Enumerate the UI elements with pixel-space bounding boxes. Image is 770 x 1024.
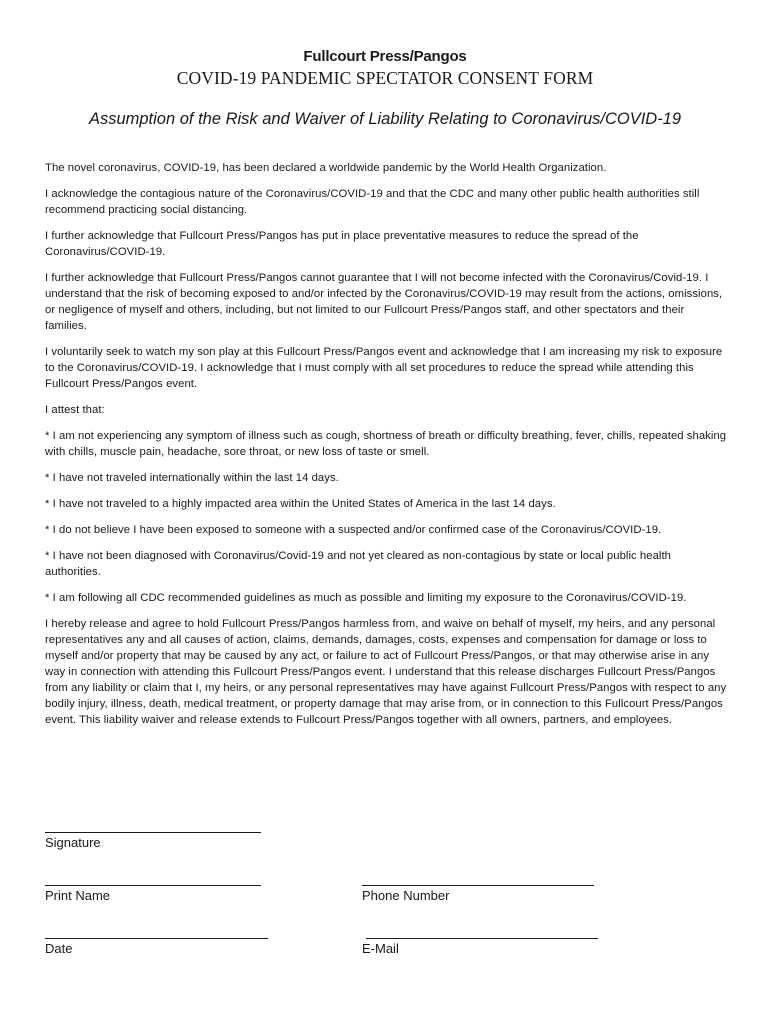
attestation-no-domestic-travel: * I have not traveled to a highly impacted area within the United States of America in the last 14 days.: [45, 498, 556, 510]
paragraph-no-guarantee: I further acknowledge that Fullcourt Press/Pangos cannot guarantee that I will not become infected with the Coronavirus/Covid-19. I understand that the risk of becoming exposed to and/or infected by the Coronavirus/COVID-19 may result from the actions, omissions, or negligence of myself and others, including, but not limited to our Fullcourt Press/Pangos staff, and other spectators and their families.: [45, 272, 723, 332]
form-title: COVID-19 PANDEMIC SPECTATOR CONSENT FORM: [176, 68, 594, 88]
paragraph-contagious-acknowledgement: I acknowledge the contagious nature of the Coronavirus/COVID-19 and that the CDC and many other public health authorities still recommend practicing social distancing.: [45, 188, 700, 216]
form-body: [45, 160, 727, 738]
date-label: Date: [45, 941, 73, 956]
date-line[interactable]: [45, 938, 268, 939]
paragraph-voluntary-risk: I voluntarily seek to watch my son play at this Fullcourt Press/Pangos event and acknowledge that I am increasing my risk to exposure to the Coronavirus/COVID-19. I acknowledge that I must comply with all set procedures to reduce the spread while attending this Fullcourt Press/Pangos event.: [45, 346, 723, 390]
phone-number-line[interactable]: [362, 885, 594, 886]
paragraph-release-of-liability: I hereby release and agree to hold Fullcourt Press/Pangos harmless from, and waive on behalf of myself, my heirs, and any personal representatives any and all causes of action, claims, demands, damages, costs, expenses and compensation for damage or loss to myself and/or property that may be caused by any act, or failure to act of Fullcourt Press/Pangos, or that may otherwise arise in any way in connection with attending this Fullcourt Press/Pangos event. I understand that this release discharges Fullcourt Press/Pangos from any liability or claim that I, my heirs, or any personal representatives may have against Fullcourt Press/Pangos with respect to any bodily injury, illness, death, medical treatment, or property damage that may arise from, or in connection to this Fullcourt Press/Pangos event. This liability waiver and release extends to Fullcourt Press/Pangos together with all owners, partners, and employees.: [45, 618, 727, 726]
print-name-line[interactable]: [45, 885, 261, 886]
attestation-no-international-travel: * I have not traveled internationally within the last 14 days.: [45, 472, 339, 484]
attestation-no-exposure: * I do not believe I have been exposed to someone with a suspected and/or confirmed case of the Coronavirus/COVID-19.: [45, 524, 662, 536]
form-subtitle: Assumption of the Risk and Waiver of Liability Relating to Coronavirus/COVID-19: [88, 110, 682, 128]
paragraph-preventative-measures: I further acknowledge that Fullcourt Press/Pangos has put in place preventative measures to reduce the spread of the Coronavirus/COVID-19.: [45, 230, 639, 258]
signature-label: Signature: [45, 835, 101, 850]
phone-number-label: Phone Number: [362, 888, 450, 903]
organization-title: Fullcourt Press/Pangos: [303, 48, 467, 65]
email-label: E-Mail: [362, 941, 399, 956]
attestation-no-symptoms: * I am not experiencing any symptom of illness such as cough, shortness of breath or difficulty breathing, fever, chills, repeated shaking with chills, muscle pain, headache, sore throat, or new loss of taste or smell.: [45, 430, 727, 458]
paragraph-attest-intro: I attest that:: [45, 404, 105, 416]
attestation-not-diagnosed: * I have not been diagnosed with Coronavirus/Covid-19 and not yet cleared as non-contagious by state or local public health authorities.: [45, 550, 671, 578]
signature-line[interactable]: [45, 832, 261, 833]
print-name-label: Print Name: [45, 888, 111, 903]
attestation-following-cdc: * I am following all CDC recommended guidelines as much as possible and limiting my exposure to the Coronavirus/COVID-19.: [45, 592, 687, 604]
email-line[interactable]: [366, 938, 598, 939]
paragraph-pandemic-declaration: The novel coronavirus, COVID-19, has been declared a worldwide pandemic by the World Health Organization.: [45, 162, 607, 174]
